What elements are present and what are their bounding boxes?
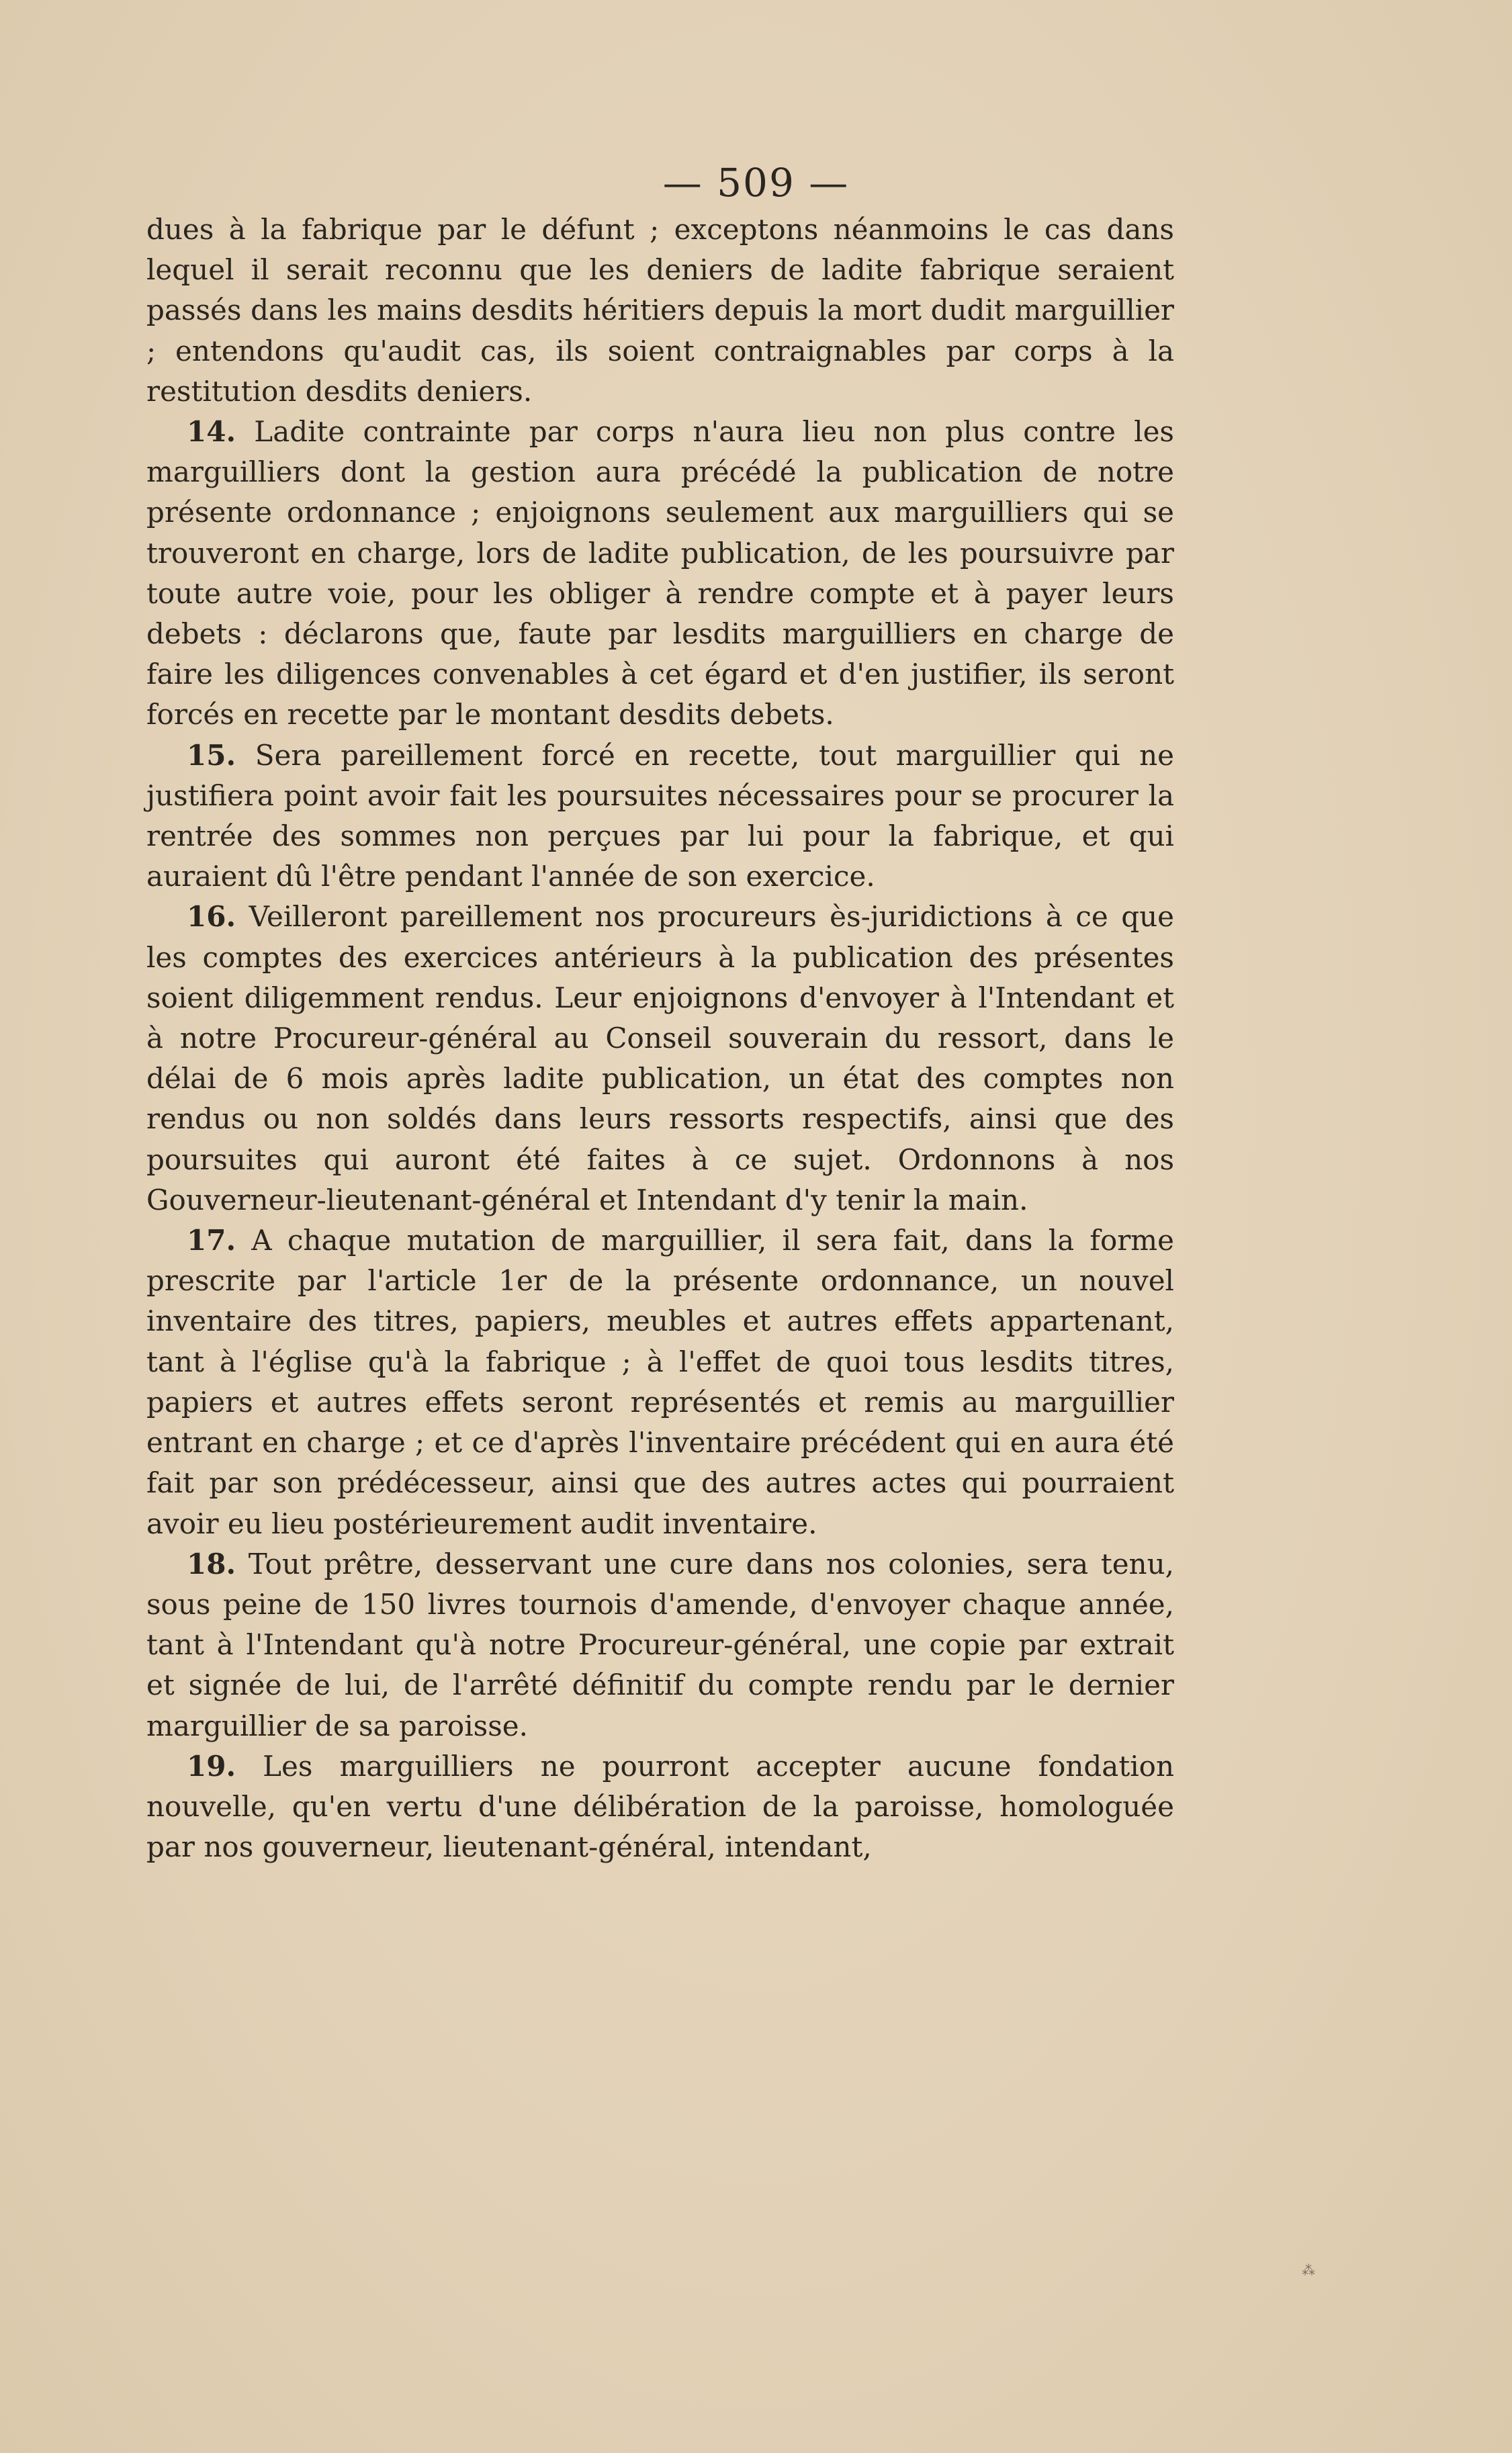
paragraph-text: Les marguilliers ne pourront accepter aucune fondation nouvelle, qu'en vertu d'une délibération de la paroisse, homologuée par nos gouverneur, lieutenant-général, intendant, [146,1749,1174,1864]
page-number: — 509 — [662,160,850,206]
paragraph [146,1746,1174,1868]
article-number: 18. [187,1547,236,1580]
paragraph [146,897,1174,1220]
paragraph-text: Veilleront pareillement nos procureurs ès-juridictions à ce que les comptes des exercices antérieurs à la publication des présentes soient diligemment rendus. Leur enjoignons d'envoyer à l'Intendant et à notre Procureur-général au Conseil souverain du ressort, dans le délai de 6 mois après ladite publication, un état des comptes non rendus ou non soldés dans leurs ressorts respectifs, ainsi que des poursuites qui auront été faites à ce sujet. Ordonnons à nos Gouverneur-lieutenant-général et Intendant d'y tenir la main. [146,900,1175,1216]
paragraph [146,735,1174,897]
body-text [146,210,1174,1867]
paragraph-text: Tout prêtre, desservant une cure dans nos colonies, sera tenu, sous peine de 150 livres tournois d'amende, d'envoyer chaque année, tant à l'Intendant qu'à notre Procureur-général, une copie par extrait et signée de lui, de l'arrêté définitif du compte rendu par le dernier marguillier de sa paroisse. [146,1547,1175,1742]
paragraph-text: Sera pareillement forcé en recette, tout marguillier qui ne justifiera point avoir fait les poursuites nécessaires pour se procurer la rentrée des sommes non perçues par lui pour la fabrique, et qui auraient dû l'être pendant l'année de son exercice. [146,738,1174,893]
article-number: 17. [187,1224,236,1257]
paragraph [146,1220,1174,1544]
paragraph [146,210,1174,412]
paragraph-text: A chaque mutation de marguillier, il sera fait, dans la forme prescrite par l'article 1er de la présente ordonnance, un nouvel inventaire des titres, papiers, meubles et autres effets appartenant, tant à l'église qu'à la fabrique ; à l'effet de quoi tous lesdits titres, papiers et autres effets seront représentés et remis au marguillier entrant en charge ; et ce d'après l'inventaire précédent qui en aura été fait par son prédécesseur, ainsi que des autres actes qui pourraient avoir eu lieu postérieurement audit inventaire. [146,1224,1174,1540]
paragraph [146,1544,1174,1746]
paragraph [146,412,1174,735]
article-number: 15. [187,738,236,772]
article-number: 16. [187,900,236,934]
article-number: 14. [187,415,236,449]
paragraph-text: Ladite contrainte par corps n'aura lieu non plus contre les marguilliers dont la gestion aura précédé la publication de notre présente ordonnance ; enjoignons seulement aux marguilliers qui se trouveront en charge, lors de ladite publication, de les poursuivre par toute autre voie, pour les obliger à rendre compte et à payer leurs debets : déclarons que, faute par lesdits marguilliers en charge de faire les diligences convenables à cet égard et d'en justifier, ils seront forcés en recette par le montant desdits debets. [146,415,1174,731]
paper-speck: ⁂ [1302,2262,1315,2278]
paragraph-text: dues à la fabrique par le défunt ; exceptons néanmoins le cas dans lequel il serait reconnu que les deniers de ladite fabrique seraient passés dans les mains desdits héritiers depuis la mort dudit marguillier ; entendons qu'audit cas, ils soient contraignables par corps à la restitution desdits deniers. [146,213,1174,408]
article-number: 19. [187,1749,236,1783]
